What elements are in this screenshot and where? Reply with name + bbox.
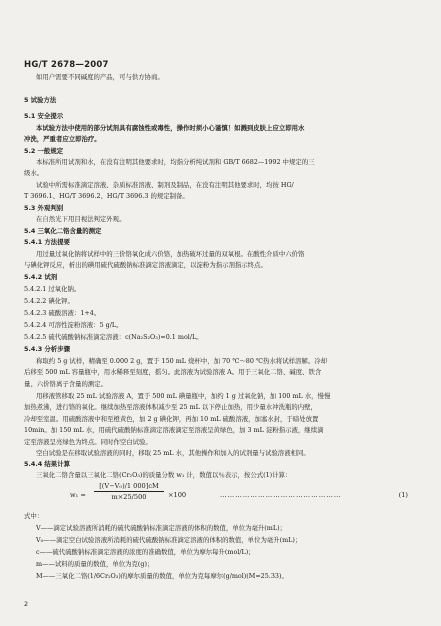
text-line: 定至溶液呈亮绿色为终点。同时作空白试验。 xyxy=(24,438,152,446)
text-line: 试验中所需标准滴定溶液、杂质标准溶液、制剂及制品，在没有注明其他要求时，均按 HG/ xyxy=(36,181,294,189)
text-line: 10min。加 150 mL 水，用硫代硫酸钠标准滴定溶液滴定至溶液呈黄绿色，加 3 mL 淀粉指示液，继续滴 xyxy=(24,426,324,434)
formula-fraction xyxy=(94,482,164,501)
formula-numerator: [(V−V₀)/1 000]cM xyxy=(94,482,164,492)
text-line: 用过量过氧化钠将试样中的三价铬氧化成六价铬，加热破坏过量的双氧根。在酸性介质中六价铬 xyxy=(36,250,305,258)
equation-number: (1) xyxy=(398,491,408,499)
text-line: 三氧化二铬含量以三氧化二铬(Cr₂O₃)的质量分数 w₁ 计，数值以％表示，按公式(1)计算： xyxy=(36,471,292,479)
standard-code-header: HG/T 2678—2007 xyxy=(24,60,109,70)
warning-text: 冲洗，严重者应立即治疗。 xyxy=(24,135,101,143)
text-line: 加热煮沸，进行铬的氧化。继续加热至溶液体积减少至 25 mL 以下停止加热，用少量水冲洗瓶的内壁， xyxy=(24,403,317,411)
definition-line: m——试料的质量的数值，单位为克(g)； xyxy=(36,560,154,568)
definition-line: V——滴定试验溶液所消耗的硫代硫酸钠标准滴定溶液的体积的数值，单位为毫升(mL)； xyxy=(36,524,286,532)
section-heading: 5.1 安全提示 xyxy=(24,112,64,120)
text-line: 与碘化钾反应，析出的碘用硫代硫酸钠标准滴定溶液滴定，以淀粉为指示剂指示终点。 xyxy=(24,261,267,269)
section-heading: 5 试验方法 xyxy=(24,96,57,104)
definition-line: c——硫代硫酸钠标准滴定溶液的浓度的准确数值，单位为摩尔每升(mol/L)； xyxy=(36,548,255,556)
section-heading: 5.4.3 分析步骤 xyxy=(24,345,70,353)
text-line: 后移至 500 mL 容量瓶中，用水稀释至刻度，摇匀。此溶液为试验溶液 A。用于三氧化二铬、碱度、铁含 xyxy=(24,368,322,376)
text-line: 冷却至室温。用硫酸溶液中和至橙黄色，加 2 g 碘化钾，再加 10 mL 硫酸溶液，加塞水封，于暗处放置 xyxy=(24,415,319,423)
definitions-intro: 式中： xyxy=(24,512,44,520)
text-line: T 3696.1、HG/T 3696.2、HG/T 3696.3 的规定制备。 xyxy=(24,192,189,200)
formula-denominator: m×25/500 xyxy=(111,493,147,501)
section-heading: 5.2 一般规定 xyxy=(24,147,64,155)
section-heading: 5.4 三氧化二铬含量的测定 xyxy=(24,227,102,235)
section-heading: 5.4.4 结果计算 xyxy=(24,460,70,468)
warning-text: 本试验方法中使用的部分试剂具有腐蚀性或毒性，操作时须小心谨慎！如溅到皮肤上应立即用水 xyxy=(36,124,305,132)
list-item: 5.4.2.4 可溶性淀粉溶液：5 g/L。 xyxy=(24,321,123,329)
page-number: 2 xyxy=(24,600,29,608)
section-heading: 5.3 外观判别 xyxy=(24,204,64,212)
section-heading: 5.4.2 试剂 xyxy=(24,273,58,281)
definition-line: M——三氧化二铬(1/6Cr₂O₃)的摩尔质量的数值，单位为克每摩尔(g/mol)(M=25.33)。 xyxy=(36,572,288,580)
text-line: 量、六价铬离子含量的测定。 xyxy=(24,380,108,388)
text-line: 用移液管移取 25 mL 试验溶液 A，置于 500 mL 碘量瓶中，加约 1 g 过氧化钠，加 100 mL 水，慢慢 xyxy=(36,392,331,400)
formula-1 xyxy=(70,482,410,508)
text-line: 空白试验是在移取试验溶液的同时，移取 25 mL 水，其他操作和加入的试剂量与试验溶液相同。 xyxy=(36,449,310,457)
formula-lhs: w₁ = xyxy=(70,491,86,499)
text-line: 在自然光下用目视法判定外观。 xyxy=(36,215,126,223)
formula-multiplier: ×100 xyxy=(168,491,187,499)
text-line: 如用户需要不同碱度的产品，可与供方协商。 xyxy=(36,73,164,81)
definition-line: V₀——滴定空白试验溶液所消耗的硫代硫酸钠标准滴定溶液的体积的数值，单位为毫升(mL)； xyxy=(36,536,302,544)
list-item: 5.4.2.5 硫代硫酸钠标准滴定溶液：c(Na₂S₂O₃)≈0.1 mol/L。 xyxy=(24,333,203,341)
section-heading: 5.4.1 方法提要 xyxy=(24,238,70,246)
list-item: 5.4.2.2 碘化钾。 xyxy=(24,297,74,305)
formula-leader-dots: ………………………………………… xyxy=(220,491,342,499)
list-item: 5.4.2.1 过氧化钠。 xyxy=(24,285,81,293)
text-line: 级水。 xyxy=(24,169,44,177)
text-line: 称取约 5 g 试样，精确至 0.000 2 g，置于 150 mL 烧杯中，加 70 ℃～80 ℃热水将试样溶解。冷却 xyxy=(36,357,327,365)
list-item: 5.4.2.3 硫酸溶液：1+4。 xyxy=(24,309,101,317)
text-line: 本标准所用试剂和水，在没有注明其他要求时，均指分析纯试剂和 GB/T 6682—1992 中规定的三 xyxy=(36,158,315,166)
